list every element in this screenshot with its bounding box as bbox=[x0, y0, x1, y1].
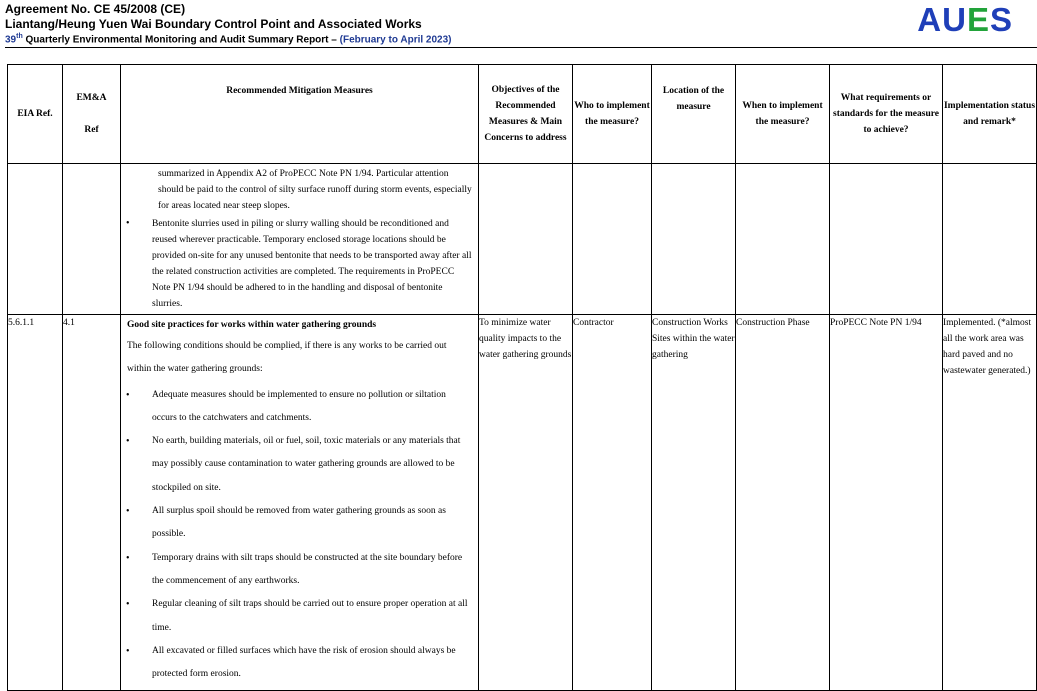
col-requirements: What requirements or standards for the measure to achieve? bbox=[830, 65, 943, 164]
measure-bullet: • Bentonite slurries used in piling or slurry walling should be reconditioned and reused wherever practicable. Temporary enclosed storage locations should be provided on-site for any unused bentonite that needs to be transported away after all the related construction activities are completed. The requirements in ProPECC Note PN 1/94 should be adhered to in the handling and disposal of bentonite slurries. bbox=[121, 216, 478, 314]
project-title: Liantang/Heung Yuen Wai Boundary Control Point and Associated Works bbox=[5, 17, 422, 31]
report-number-suffix: th bbox=[16, 33, 23, 40]
cell-when: Construction Phase bbox=[736, 315, 830, 691]
col-status: Implementation status and remark* bbox=[943, 65, 1037, 164]
col-ema-ref-line1: EM&A bbox=[76, 93, 107, 103]
col-measures: Recommended Mitigation Measures bbox=[121, 65, 479, 164]
report-number: 39 bbox=[5, 34, 17, 46]
cell-requirements bbox=[830, 164, 943, 315]
col-location: Location of the measure bbox=[652, 65, 736, 164]
cell-location bbox=[652, 164, 736, 315]
mitigation-measures-table bbox=[7, 64, 1037, 691]
list-item: • No earth, building materials, oil or fuel, soil, toxic materials or any materials that may possibly cause contamination to water gathering grounds are allowed to be stockpiled on site. bbox=[121, 430, 478, 500]
col-objectives: Objectives of the Recommended Measures & Main Concerns to address bbox=[479, 65, 573, 164]
cell-status: Implemented. (*almost all the work area was hard paved and no wastewater generated.) bbox=[943, 315, 1037, 691]
cell-ema-ref bbox=[63, 164, 121, 315]
logo-letter: A bbox=[917, 1, 943, 38]
list-item: • All excavated or filled surfaces which have the risk of erosion should always be protected form erosion. bbox=[121, 640, 478, 687]
cell-who: Contractor bbox=[573, 315, 652, 691]
list-item: • All surplus spoil should be removed from water gathering grounds as soon as possible. bbox=[121, 500, 478, 547]
table-row bbox=[8, 164, 1037, 315]
cell-eia-ref: 5.6.1.1 bbox=[8, 315, 63, 691]
cell-eia-ref bbox=[8, 164, 63, 315]
cell-objectives: To minimize water quality impacts to the water gathering grounds bbox=[479, 315, 573, 691]
page-header bbox=[5, 0, 1035, 48]
logo-letter: S bbox=[989, 1, 1013, 38]
logo-letter: E bbox=[966, 1, 990, 38]
cell-location: Construction Works Sites within the water gathering bbox=[652, 315, 736, 691]
col-ema-ref bbox=[63, 65, 121, 164]
cell-requirements: ProPECC Note PN 1/94 bbox=[830, 315, 943, 691]
report-title bbox=[5, 33, 452, 45]
report-period: (February to April 2023) bbox=[339, 34, 452, 46]
measure-intro: The following conditions should be complied, if there is any works to be carried out within the water gathering grounds: bbox=[127, 341, 447, 375]
col-who: Who to implement the measure? bbox=[573, 65, 652, 164]
list-item: • Regular cleaning of silt traps should be carried out to ensure proper operation at all time. bbox=[121, 593, 478, 640]
cell-objectives bbox=[479, 164, 573, 315]
table-header-row bbox=[8, 65, 1037, 164]
col-eia-ref: EIA Ref. bbox=[8, 65, 63, 164]
table-row bbox=[8, 315, 1037, 691]
measure-title: Good site practices for works within water gathering grounds bbox=[127, 320, 377, 330]
measure-paragraph: summarized in Appendix A2 of ProPECC Note PN 1/94. Particular attention should be paid to the control of silty surface runoff during storm events, especially for areas located near steep slopes. bbox=[158, 169, 472, 211]
agreement-number: Agreement No. CE 45/2008 (CE) bbox=[5, 2, 186, 16]
col-when: When to implement the measure? bbox=[736, 65, 830, 164]
cell-ema-ref: 4.1 bbox=[63, 315, 121, 691]
cell-measures bbox=[121, 164, 479, 315]
col-ema-ref-line2: Ref bbox=[84, 125, 99, 135]
header-divider bbox=[5, 47, 1037, 48]
cell-measures bbox=[121, 315, 479, 691]
logo-letter: U bbox=[942, 1, 967, 38]
list-item: • Adequate measures should be implemented to ensure no pollution or siltation occurs to the catchwaters and catchments. bbox=[121, 384, 478, 431]
cell-status bbox=[943, 164, 1037, 315]
cell-when bbox=[736, 164, 830, 315]
measure-bullet-list bbox=[121, 384, 478, 687]
cell-who bbox=[573, 164, 652, 315]
aues-logo bbox=[917, 1, 1013, 39]
list-item: • Temporary drains with silt traps should be constructed at the site boundary before the commencement of any earthworks. bbox=[121, 547, 478, 594]
report-text: Quarterly Environmental Monitoring and Audit Summary Report – bbox=[22, 34, 340, 46]
